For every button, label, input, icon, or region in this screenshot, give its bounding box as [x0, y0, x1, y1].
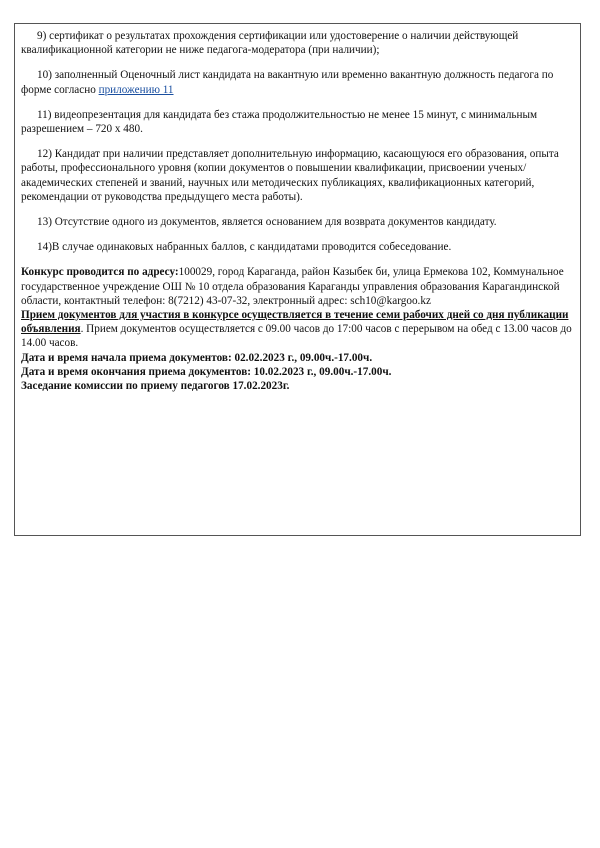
item-14-text: 14)В случае одинаковых набранных баллов, с кандидатами проводится собеседование.	[37, 241, 452, 254]
end-date: Дата и время окончания приема документов: 10.02.2023 г., 09.00ч.-17.00ч.	[21, 365, 392, 378]
address-block	[21, 265, 574, 308]
item-11-text: 11) видеопрезентация для кандидата без стажа продолжительностью не менее 15 минут, с минимальным разрешением – 720 x 480.	[21, 108, 538, 136]
item-13-text: 13) Отсутствие одного из документов, является основанием для возврата документов кандидату.	[37, 216, 497, 229]
address-text: 100029, город Караганда, район Казыбек би, улица Ермекова 102, Коммунальное государственное учреждение ОШ № 10 отдела образования Караганды управления образования Карагандинской области, контактный телефон: 8(7212) 43-07-32, электронный адрес: sch10@kargoo.kz	[21, 266, 564, 307]
item-9-text: 9) сертификат о результатах прохождения сертификации или удостоверение о наличии действующей квалификационной категории не ниже педагога-модератора (при наличии);	[21, 30, 519, 57]
list-item-9	[21, 29, 574, 57]
document-content	[21, 29, 574, 393]
item-10-text: 10) заполненный Оценочный лист кандидата на вакантную или временно вакантную должность педагога по форме согласно	[21, 69, 554, 96]
acceptance-block	[21, 308, 574, 351]
list-item-14	[21, 240, 574, 254]
list-item-13	[21, 215, 574, 229]
list-item-11	[21, 108, 574, 136]
meeting-date: Заседание комиссии по приему педагогов 17.02.2023г.	[21, 380, 290, 393]
address-label: Конкурс проводится по адресу:	[21, 266, 179, 279]
acceptance-text: . Прием документов осуществляется с 09.00 часов до 17:00 часов с перерывом на обед с 13.00 часов до 14.00 часов.	[21, 323, 572, 350]
item-12-text: 12) Кандидат при наличии представляет дополнительную информацию, касающуюся его образования, опыта работы, профессионального уровня (копии документов о повышении квалификации, присвоении ученых/академических степеней и званий, научных или методических публикациях, квалификационных категорий, рекомендации от руководства предыдущего места работы).	[21, 148, 559, 203]
document-frame	[14, 23, 581, 536]
appendix-11-link[interactable]: приложению 11	[98, 83, 174, 96]
list-item-12	[21, 147, 574, 204]
start-date: Дата и время начала приема документов: 02.02.2023 г., 09.00ч.-17.00ч.	[21, 351, 373, 364]
list-item-10	[21, 68, 574, 96]
acceptance-label: Прием документов для участия в конкурсе осуществляется в течение семи рабочих дней со дня публикации объявления	[21, 309, 569, 336]
